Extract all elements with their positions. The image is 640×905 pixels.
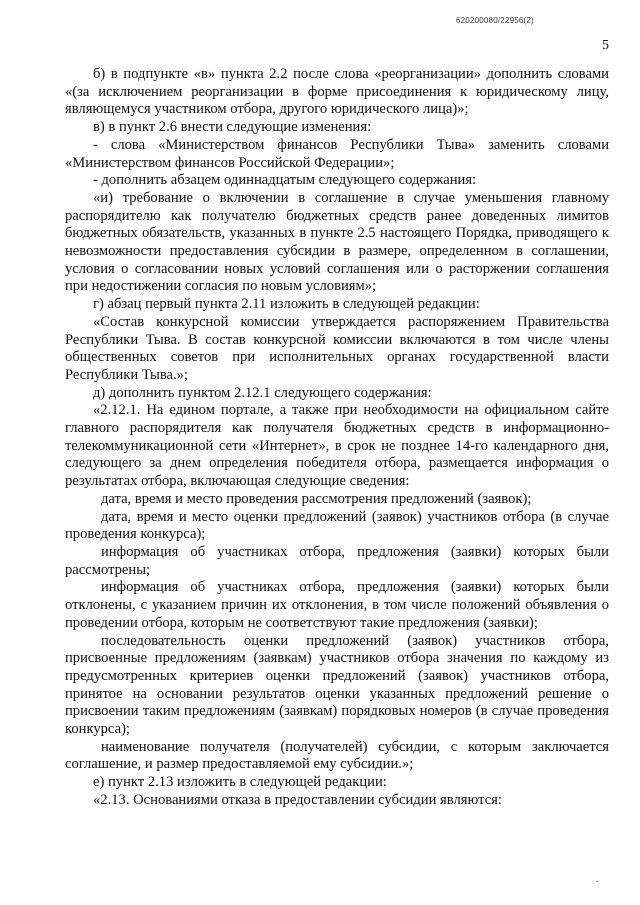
paragraph: - дополнить абзацем одиннадцатым следующего содержания: (93, 172, 477, 189)
paragraph: «2.12.1. На едином портале, а также при необходимости на официальном сайте главного распорядителя как получателя бюджетных средств в информационно-телекоммуникационной сети «Интернет», в срок не позднее 14-го календарного дня, следующего за днем определения победителя отбора, размещается информация о результатах отбора, включающая следующие сведения: (65, 402, 609, 490)
list-item: информация об участниках отбора, предложения (заявки) которых были рассмотрены; (65, 543, 609, 578)
paragraph: д) дополнить пунктом 2.12.1 следующего содержания: (93, 384, 432, 401)
paragraph: е) пункт 2.13 изложить в следующей редакции: (93, 774, 387, 791)
document-body (65, 66, 609, 810)
list-item: дата, время и место проведения рассмотрения предложений (заявок); (101, 490, 532, 507)
paragraph: г) абзац первый пункта 2.11 изложить в следующей редакции: (93, 296, 480, 313)
paragraph: в) в пункт 2.6 внести следующие изменения: (93, 119, 372, 136)
paragraph: «2.13. Основаниями отказа в предоставлении субсидии являются: (93, 791, 502, 808)
paragraph: «Состав конкурсной комиссии утверждается распоряжением Правительства Республики Тыва. В состав конкурсной комиссии включаются в том числе члены общественных советов при исполнительных органах государственной власти Республики Тыва.»; (65, 313, 609, 383)
paragraph: - слова «Министерством финансов Республики Тыва» заменить словами «Министерством финансов Российской Федерации»; (65, 136, 609, 171)
list-item: последовательность оценки предложений (заявок) участников отбора, присвоенные предложениям (заявкам) участников отбора значения по каждому из предусмотренных критериев оценки предложений (заявок) участников отбора, принятое на основании результатов оценки указанных предложений решение о присвоении таким предложениям (заявкам) порядковых номеров (в случае проведения конкурса); (65, 632, 609, 738)
scan-artifact-dot: . (596, 874, 599, 885)
paragraph: «и) требование о включении в соглашение в случае уменьшения главному распорядителю как получателю бюджетных средств ранее доведенных лимитов бюджетных обязательств, указанных в пункте 2.5 настоящего Порядка, приводящего к невозможности предоставления субсидии в размере, определенном в соглашении, условия о согласовании новых условий соглашения или о расторжении соглашения при недостижении согласия по новым условиям»; (65, 189, 609, 295)
list-item: дата, время и место оценки предложений (заявок) участников отбора (в случае проведения конкурса); (65, 508, 609, 543)
list-item: наименование получателя (получателей) субсидии, с которым заключается соглашение, и размер предоставляемой ему субсидии.»; (65, 738, 609, 773)
paragraph: б) в подпункте «в» пункта 2.2 после слова «реорганизации» дополнить словами «(за исключением реорганизации в форме присоединения к юридическому лицу, являющемуся участником отбора, другого юридического лица)»; (65, 66, 609, 118)
page-number: 5 (602, 38, 609, 53)
document-registration-number: 620200080/22956(2) (456, 16, 534, 25)
list-item: информация об участниках отбора, предложения (заявки) которых были отклонены, с указанием причин их отклонения, в том числе положений объявления о проведении отбора, которым не соответствуют такие предложения (заявки); (65, 579, 609, 631)
